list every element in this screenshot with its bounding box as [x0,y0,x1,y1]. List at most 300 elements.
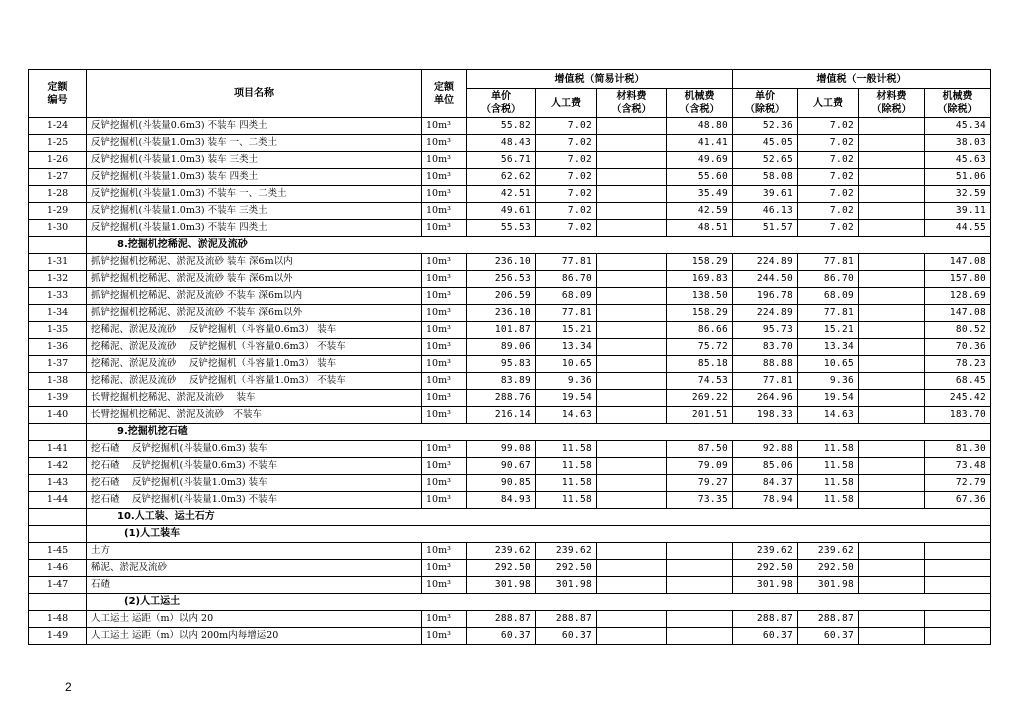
section-code-cell [29,594,87,611]
machine-cost-excl [925,543,991,560]
labor-cost-2: 7.02 [798,152,859,169]
unit-price-incl: 239.62 [467,543,536,560]
machine-cost-excl: 38.03 [925,135,991,152]
unit-price-incl: 55.82 [467,118,536,135]
item-name: 挖稀泥、淤泥及流砂 反铲挖掘机（斗容量0.6m3） 不装车 [87,339,422,356]
machine-cost-excl [925,560,991,577]
material-cost-incl [597,118,667,135]
machine-cost-incl: 138.50 [667,288,733,305]
unit-price-excl: 244.50 [733,271,798,288]
header-group-simple-tax: 增值税（简易计税） [467,70,733,89]
quota-unit: 10m³ [422,356,467,373]
item-name: 石碴 [87,577,422,594]
machine-cost-incl: 49.69 [667,152,733,169]
table-row [29,220,991,237]
quota-code: 1-39 [29,390,87,407]
unit-price-excl: 83.70 [733,339,798,356]
material-cost-incl [597,254,667,271]
table-row [29,577,991,594]
quota-unit: 10m³ [422,220,467,237]
header-material-excl: 材料费 （除税） [859,89,925,118]
material-cost-excl [859,390,925,407]
item-name: 反铲挖掘机(斗装量0.6m3) 不装车 四类土 [87,118,422,135]
material-cost-incl [597,152,667,169]
header-material-incl: 材料费 （含税） [597,89,667,118]
header-unit-price-incl: 单价 （含税） [467,89,536,118]
machine-cost-excl: 45.34 [925,118,991,135]
material-cost-incl [597,492,667,509]
material-cost-excl [859,543,925,560]
machine-cost-incl: 41.41 [667,135,733,152]
material-cost-excl [859,441,925,458]
table-row [29,628,991,645]
material-cost-incl [597,543,667,560]
unit-price-incl: 42.51 [467,186,536,203]
material-cost-excl [859,271,925,288]
header-group-general-tax: 增值税（一般计税） [733,70,991,89]
table-row [29,339,991,356]
unit-price-incl: 301.98 [467,577,536,594]
item-name: 反铲挖掘机(斗装量1.0m3) 不装车 一、二类土 [87,186,422,203]
labor-cost: 19.54 [536,390,597,407]
section-row [29,424,991,441]
header-unit-price-excl: 单价 （除税） [733,89,798,118]
machine-cost-incl [667,560,733,577]
machine-cost-excl: 70.36 [925,339,991,356]
labor-cost-2: 14.63 [798,407,859,424]
quota-code: 1-42 [29,458,87,475]
material-cost-incl [597,271,667,288]
material-cost-excl [859,288,925,305]
unit-price-excl: 292.50 [733,560,798,577]
item-name: 抓铲挖掘机挖稀泥、淤泥及流砂 装车 深6m以外 [87,271,422,288]
quota-code: 1-29 [29,203,87,220]
table-row [29,322,991,339]
labor-cost: 7.02 [536,135,597,152]
labor-cost-2: 60.37 [798,628,859,645]
machine-cost-incl: 87.50 [667,441,733,458]
machine-cost-excl: 81.30 [925,441,991,458]
quota-unit: 10m³ [422,305,467,322]
table-row [29,356,991,373]
unit-price-excl: 88.88 [733,356,798,373]
material-cost-excl [859,254,925,271]
quota-unit: 10m³ [422,560,467,577]
item-name: 人工运土 运距（m）以内 20 [87,611,422,628]
quota-code: 1-37 [29,356,87,373]
item-name: 反铲挖掘机(斗装量1.0m3) 装车 一、二类土 [87,135,422,152]
labor-cost: 14.63 [536,407,597,424]
machine-cost-excl: 39.11 [925,203,991,220]
machine-cost-excl: 73.48 [925,458,991,475]
labor-cost: 11.58 [536,492,597,509]
unit-price-excl: 51.57 [733,220,798,237]
quota-unit: 10m³ [422,475,467,492]
table-row [29,458,991,475]
machine-cost-excl: 80.52 [925,322,991,339]
unit-price-incl: 288.87 [467,611,536,628]
material-cost-excl [859,152,925,169]
labor-cost: 68.09 [536,288,597,305]
item-name: 长臂挖掘机挖稀泥、淤泥及流砂 不装车 [87,407,422,424]
labor-cost: 9.36 [536,373,597,390]
table-row [29,254,991,271]
quota-code: 1-30 [29,220,87,237]
unit-price-excl: 52.65 [733,152,798,169]
table-row [29,441,991,458]
header-code: 定额 编号 [29,70,87,118]
quota-unit: 10m³ [422,577,467,594]
machine-cost-incl: 269.22 [667,390,733,407]
material-cost-excl [859,577,925,594]
unit-price-incl: 48.43 [467,135,536,152]
quota-code: 1-26 [29,152,87,169]
labor-cost: 7.02 [536,203,597,220]
quota-unit: 10m³ [422,254,467,271]
table-row [29,390,991,407]
machine-cost-excl: 147.08 [925,305,991,322]
header-labor: 人工费 [536,89,597,118]
item-name: 人工运土 运距（m）以内 200m内每增运20 [87,628,422,645]
unit-price-incl: 90.85 [467,475,536,492]
item-name: 土方 [87,543,422,560]
material-cost-incl [597,135,667,152]
quota-unit: 10m³ [422,492,467,509]
labor-cost-2: 7.02 [798,135,859,152]
material-cost-excl [859,339,925,356]
item-name: 抓铲挖掘机挖稀泥、淤泥及流砂 装车 深6m以内 [87,254,422,271]
quota-code: 1-31 [29,254,87,271]
material-cost-incl [597,458,667,475]
labor-cost-2: 13.34 [798,339,859,356]
section-row [29,594,991,611]
material-cost-incl [597,441,667,458]
labor-cost-2: 68.09 [798,288,859,305]
labor-cost-2: 11.58 [798,492,859,509]
quota-unit: 10m³ [422,271,467,288]
machine-cost-incl [667,577,733,594]
unit-price-excl: 52.36 [733,118,798,135]
unit-price-excl: 224.89 [733,305,798,322]
quota-code: 1-43 [29,475,87,492]
machine-cost-incl: 48.51 [667,220,733,237]
section-row [29,509,991,526]
table-body [29,118,991,645]
table-row [29,373,991,390]
machine-cost-excl [925,628,991,645]
material-cost-incl [597,577,667,594]
machine-cost-incl: 75.72 [667,339,733,356]
labor-cost: 77.81 [536,305,597,322]
unit-price-excl: 95.73 [733,322,798,339]
quota-code: 1-24 [29,118,87,135]
item-name: 长臂挖掘机挖稀泥、淤泥及流砂 装车 [87,390,422,407]
section-code-cell [29,509,87,526]
page-number: 2 [65,680,72,694]
table-row [29,543,991,560]
material-cost-incl [597,220,667,237]
material-cost-excl [859,169,925,186]
labor-cost: 11.58 [536,475,597,492]
unit-price-incl: 95.83 [467,356,536,373]
table-row [29,475,991,492]
labor-cost-2: 7.02 [798,118,859,135]
material-cost-incl [597,305,667,322]
material-cost-incl [597,288,667,305]
labor-cost-2: 10.65 [798,356,859,373]
machine-cost-incl: 86.66 [667,322,733,339]
machine-cost-excl: 245.42 [925,390,991,407]
table-row [29,492,991,509]
labor-cost-2: 11.58 [798,441,859,458]
machine-cost-incl: 35.49 [667,186,733,203]
unit-price-excl: 196.78 [733,288,798,305]
labor-cost: 301.98 [536,577,597,594]
material-cost-incl [597,203,667,220]
quota-unit: 10m³ [422,339,467,356]
machine-cost-incl: 73.35 [667,492,733,509]
labor-cost-2: 239.62 [798,543,859,560]
quota-code: 1-35 [29,322,87,339]
unit-price-incl: 60.37 [467,628,536,645]
unit-price-excl: 85.06 [733,458,798,475]
quota-unit: 10m³ [422,322,467,339]
quota-unit: 10m³ [422,390,467,407]
machine-cost-excl: 183.70 [925,407,991,424]
machine-cost-excl: 44.55 [925,220,991,237]
item-name: 挖稀泥、淤泥及流砂 反铲挖掘机（斗容量1.0m3） 装车 [87,356,422,373]
material-cost-incl [597,373,667,390]
unit-price-incl: 288.76 [467,390,536,407]
section-title: 9.挖掘机挖石碴 [87,424,991,441]
labor-cost: 7.02 [536,220,597,237]
material-cost-incl [597,356,667,373]
machine-cost-incl: 79.09 [667,458,733,475]
labor-cost: 7.02 [536,152,597,169]
quota-code: 1-40 [29,407,87,424]
section-title: 10.人工装、运土石方 [87,509,991,526]
machine-cost-excl: 51.06 [925,169,991,186]
material-cost-incl [597,407,667,424]
material-cost-excl [859,203,925,220]
material-cost-excl [859,458,925,475]
section-title: (2)人工运土 [87,594,991,611]
labor-cost-2: 11.58 [798,458,859,475]
machine-cost-incl: 42.59 [667,203,733,220]
machine-cost-incl: 158.29 [667,305,733,322]
material-cost-incl [597,186,667,203]
unit-price-incl: 84.93 [467,492,536,509]
quota-unit: 10m³ [422,458,467,475]
unit-price-excl: 78.94 [733,492,798,509]
unit-price-excl: 39.61 [733,186,798,203]
machine-cost-excl: 78.23 [925,356,991,373]
unit-price-incl: 256.53 [467,271,536,288]
quota-unit: 10m³ [422,611,467,628]
unit-price-excl: 46.13 [733,203,798,220]
material-cost-excl [859,560,925,577]
section-code-cell [29,526,87,543]
item-name: 挖稀泥、淤泥及流砂 反铲挖掘机（斗容量1.0m3） 不装车 [87,373,422,390]
unit-price-excl: 224.89 [733,254,798,271]
quota-code: 1-46 [29,560,87,577]
machine-cost-excl [925,577,991,594]
header-labor-2: 人工费 [798,89,859,118]
unit-price-excl: 60.37 [733,628,798,645]
material-cost-excl [859,407,925,424]
section-code-cell [29,424,87,441]
quota-unit: 10m³ [422,407,467,424]
labor-cost-2: 86.70 [798,271,859,288]
machine-cost-incl [667,543,733,560]
material-cost-excl [859,220,925,237]
material-cost-excl [859,373,925,390]
material-cost-excl [859,475,925,492]
unit-price-incl: 216.14 [467,407,536,424]
labor-cost: 7.02 [536,169,597,186]
machine-cost-incl: 55.60 [667,169,733,186]
unit-price-excl: 198.33 [733,407,798,424]
section-row [29,526,991,543]
machine-cost-incl: 169.83 [667,271,733,288]
table-row [29,118,991,135]
labor-cost: 86.70 [536,271,597,288]
quota-code: 1-49 [29,628,87,645]
labor-cost-2: 15.21 [798,322,859,339]
machine-cost-incl: 48.80 [667,118,733,135]
header-name: 项目名称 [87,70,422,118]
material-cost-excl [859,135,925,152]
quota-unit: 10m³ [422,135,467,152]
item-name: 挖石碴 反铲挖掘机(斗装量1.0m3) 装车 [87,475,422,492]
material-cost-excl [859,305,925,322]
labor-cost-2: 7.02 [798,169,859,186]
material-cost-excl [859,356,925,373]
unit-price-incl: 206.59 [467,288,536,305]
quota-unit: 10m³ [422,203,467,220]
material-cost-excl [859,611,925,628]
quota-code: 1-41 [29,441,87,458]
quota-code: 1-47 [29,577,87,594]
material-cost-incl [597,322,667,339]
labor-cost: 15.21 [536,322,597,339]
table-row [29,288,991,305]
header-machine-incl: 机械费 （含税） [667,89,733,118]
table-row [29,169,991,186]
unit-price-excl: 239.62 [733,543,798,560]
item-name: 挖石碴 反铲挖掘机(斗装量0.6m3) 装车 [87,441,422,458]
unit-price-incl: 292.50 [467,560,536,577]
item-name: 稀泥、淤泥及流砂 [87,560,422,577]
quota-unit: 10m³ [422,152,467,169]
item-name: 反铲挖掘机(斗装量1.0m3) 装车 三类土 [87,152,422,169]
labor-cost: 11.58 [536,458,597,475]
quota-unit: 10m³ [422,441,467,458]
quota-code: 1-34 [29,305,87,322]
item-name: 挖稀泥、淤泥及流砂 反铲挖掘机（斗容量0.6m3） 装车 [87,322,422,339]
machine-cost-excl: 32.59 [925,186,991,203]
unit-price-excl: 264.96 [733,390,798,407]
unit-price-excl: 45.05 [733,135,798,152]
unit-price-incl: 101.87 [467,322,536,339]
labor-cost-2: 7.02 [798,186,859,203]
quota-unit: 10m³ [422,186,467,203]
unit-price-incl: 236.10 [467,305,536,322]
machine-cost-incl: 85.18 [667,356,733,373]
machine-cost-excl: 72.79 [925,475,991,492]
item-name: 抓铲挖掘机挖稀泥、淤泥及流砂 不装车 深6m以外 [87,305,422,322]
labor-cost: 10.65 [536,356,597,373]
quota-code: 1-28 [29,186,87,203]
quota-unit: 10m³ [422,118,467,135]
labor-cost-2: 288.87 [798,611,859,628]
table-row [29,152,991,169]
header-machine-excl: 机械费 （除税） [925,89,991,118]
unit-price-excl: 288.87 [733,611,798,628]
quota-unit: 10m³ [422,628,467,645]
unit-price-excl: 84.37 [733,475,798,492]
labor-cost: 77.81 [536,254,597,271]
unit-price-incl: 62.62 [467,169,536,186]
labor-cost: 292.50 [536,560,597,577]
machine-cost-incl [667,628,733,645]
quota-code: 1-48 [29,611,87,628]
table-row [29,135,991,152]
table-row [29,203,991,220]
quota-code: 1-36 [29,339,87,356]
machine-cost-excl: 147.08 [925,254,991,271]
labor-cost: 11.58 [536,441,597,458]
table-row [29,186,991,203]
section-title: (1)人工装车 [87,526,991,543]
labor-cost-2: 7.02 [798,220,859,237]
unit-price-excl: 301.98 [733,577,798,594]
machine-cost-excl: 157.80 [925,271,991,288]
machine-cost-excl: 128.69 [925,288,991,305]
material-cost-excl [859,628,925,645]
labor-cost-2: 77.81 [798,254,859,271]
table-row [29,407,991,424]
labor-cost-2: 7.02 [798,203,859,220]
machine-cost-incl: 158.29 [667,254,733,271]
labor-cost: 288.87 [536,611,597,628]
unit-price-excl: 58.08 [733,169,798,186]
quota-price-table [28,69,991,645]
quota-code: 1-25 [29,135,87,152]
material-cost-excl [859,322,925,339]
section-row [29,237,991,254]
quota-code: 1-38 [29,373,87,390]
quota-code: 1-27 [29,169,87,186]
material-cost-excl [859,118,925,135]
item-name: 挖石碴 反铲挖掘机(斗装量1.0m3) 不装车 [87,492,422,509]
unit-price-incl: 90.67 [467,458,536,475]
material-cost-incl [597,390,667,407]
quota-code: 1-45 [29,543,87,560]
unit-price-incl: 49.61 [467,203,536,220]
machine-cost-excl: 68.45 [925,373,991,390]
unit-price-excl: 92.88 [733,441,798,458]
quota-code: 1-32 [29,271,87,288]
machine-cost-excl: 45.63 [925,152,991,169]
labor-cost-2: 9.36 [798,373,859,390]
labor-cost-2: 301.98 [798,577,859,594]
machine-cost-incl [667,611,733,628]
section-code-cell [29,237,87,254]
quota-unit: 10m³ [422,373,467,390]
table-row [29,305,991,322]
machine-cost-incl: 74.53 [667,373,733,390]
